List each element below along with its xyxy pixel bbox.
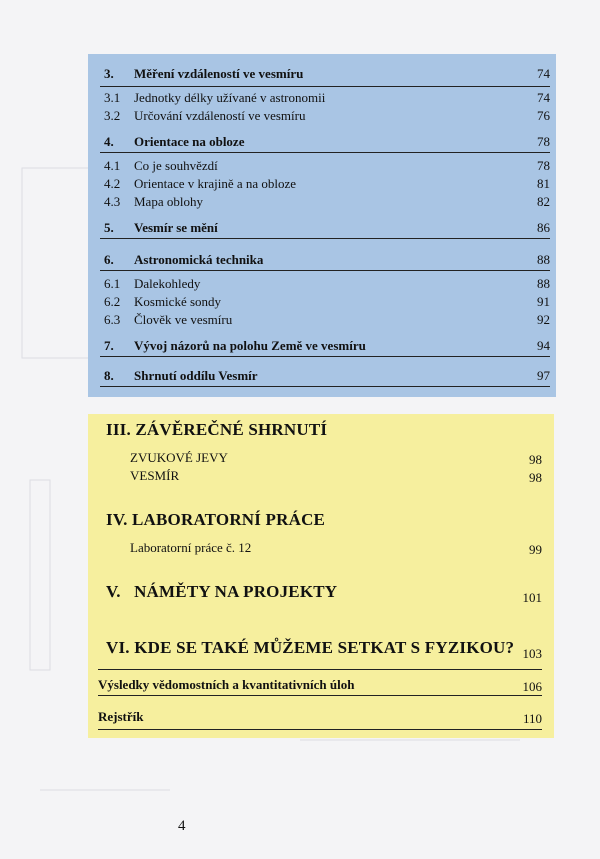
toc-entry-title: Orientace v krajině a na obloze bbox=[134, 176, 297, 191]
part-3-item-sound: ZVUKOVÉ JEVY bbox=[130, 450, 228, 465]
toc-entry-title: Určování vzdáleností ve vesmíru bbox=[134, 108, 306, 123]
toc-entry-title: Astronomická technika bbox=[134, 252, 264, 267]
toc-subchapter-row bbox=[88, 194, 556, 216]
part-6-heading: VI. KDE SE TAKÉ MŮŽEME SETKAT S FYZIKOU? bbox=[106, 638, 515, 657]
toc-entry-title: Co je souhvězdí bbox=[134, 158, 218, 173]
toc-entry-page: 91 bbox=[537, 294, 550, 309]
chapter-rule bbox=[100, 152, 550, 153]
toc-entry-page: 74 bbox=[537, 90, 550, 105]
index-entry: Rejstřík bbox=[98, 709, 144, 724]
chapter-rule bbox=[100, 86, 550, 87]
toc-subchapter-row bbox=[88, 312, 556, 334]
part-5-heading: V. NÁMĚTY NA PROJEKTY bbox=[106, 582, 338, 601]
part-4-item-lab: Laboratorní práce č. 12 bbox=[130, 540, 252, 555]
toc-entry-title: Měření vzdáleností ve vesmíru bbox=[134, 66, 304, 81]
toc-entry-page: 78 bbox=[537, 158, 550, 173]
toc-entry-number: 3.1 bbox=[104, 90, 121, 105]
toc-entry-number: 6.2 bbox=[104, 294, 121, 309]
part-3-item-universe: VESMÍR bbox=[130, 468, 180, 483]
toc-entry-number: 7. bbox=[104, 338, 114, 353]
part-6-page: 103 bbox=[522, 646, 542, 661]
toc-entry-title: Vesmír se mění bbox=[134, 220, 218, 235]
page-number: 4 bbox=[178, 818, 186, 834]
index-bottom-rule bbox=[98, 729, 542, 730]
chapter-rule bbox=[100, 386, 550, 387]
toc-entry-title: Kosmické sondy bbox=[134, 294, 222, 309]
toc-entry-number: 3.2 bbox=[104, 108, 121, 123]
part-3-item-sound-page: 98 bbox=[529, 452, 542, 467]
results-bottom-rule bbox=[98, 695, 542, 696]
toc-entry-page: 76 bbox=[537, 108, 550, 123]
toc-entry-page: 97 bbox=[537, 368, 550, 383]
part-4-item-lab-page: 99 bbox=[529, 542, 542, 557]
toc-entry-page: 94 bbox=[537, 338, 550, 353]
toc-entry-number: 6.3 bbox=[104, 312, 121, 327]
toc-vesmir-section bbox=[88, 54, 556, 397]
toc-entry-number: 3. bbox=[104, 66, 114, 81]
part-5-page: 101 bbox=[522, 590, 542, 605]
toc-entry-page: 88 bbox=[537, 276, 550, 291]
toc-entry-title: Dalekohledy bbox=[134, 276, 201, 291]
chapter-rule bbox=[100, 270, 550, 271]
toc-entry-number: 4. bbox=[104, 134, 114, 149]
toc-entry-number: 8. bbox=[104, 368, 114, 383]
toc-entry-page: 88 bbox=[537, 252, 550, 267]
results-page: 106 bbox=[522, 679, 542, 694]
toc-entry-number: 4.2 bbox=[104, 176, 121, 191]
toc-entry-number: 4.3 bbox=[104, 194, 121, 209]
part-3-item-universe-page: 98 bbox=[529, 470, 542, 485]
toc-entry-page: 82 bbox=[537, 194, 550, 209]
toc-entry-title: Jednotky délky užívané v astronomii bbox=[134, 90, 326, 105]
index-page: 110 bbox=[522, 711, 542, 726]
part-4-heading: IV. LABORATORNÍ PRÁCE bbox=[106, 510, 326, 529]
toc-entry-title: Shrnutí oddílu Vesmír bbox=[134, 368, 258, 383]
results-entry: Výsledky vědomostních a kvantitativních úloh bbox=[98, 677, 355, 692]
toc-entry-page: 74 bbox=[537, 66, 550, 81]
toc-entry-number: 4.1 bbox=[104, 158, 121, 173]
toc-entry-title: Člověk ve vesmíru bbox=[134, 312, 233, 327]
chapter-rule bbox=[100, 356, 550, 357]
toc-entry-page: 81 bbox=[537, 176, 550, 191]
toc-appendix-section bbox=[88, 414, 554, 738]
toc-entry-number: 6. bbox=[104, 252, 114, 267]
toc-entry-number: 6.1 bbox=[104, 276, 121, 291]
results-top-rule bbox=[98, 669, 542, 670]
toc-entry-number: 5. bbox=[104, 220, 114, 235]
toc-entry-title: Vývoj názorů na polohu Země ve vesmíru bbox=[134, 338, 366, 353]
toc-entry-page: 92 bbox=[537, 312, 550, 327]
toc-chapter-row bbox=[88, 66, 556, 88]
toc-entry-page: 86 bbox=[537, 220, 550, 235]
toc-subchapter-row bbox=[88, 108, 556, 130]
toc-entry-title: Orientace na obloze bbox=[134, 134, 245, 149]
toc-entry-title: Mapa oblohy bbox=[134, 194, 203, 209]
part-3-heading: III. ZÁVĚREČNÉ SHRNUTÍ bbox=[106, 420, 328, 439]
chapter-rule bbox=[100, 238, 550, 239]
toc-entry-page: 78 bbox=[537, 134, 550, 149]
